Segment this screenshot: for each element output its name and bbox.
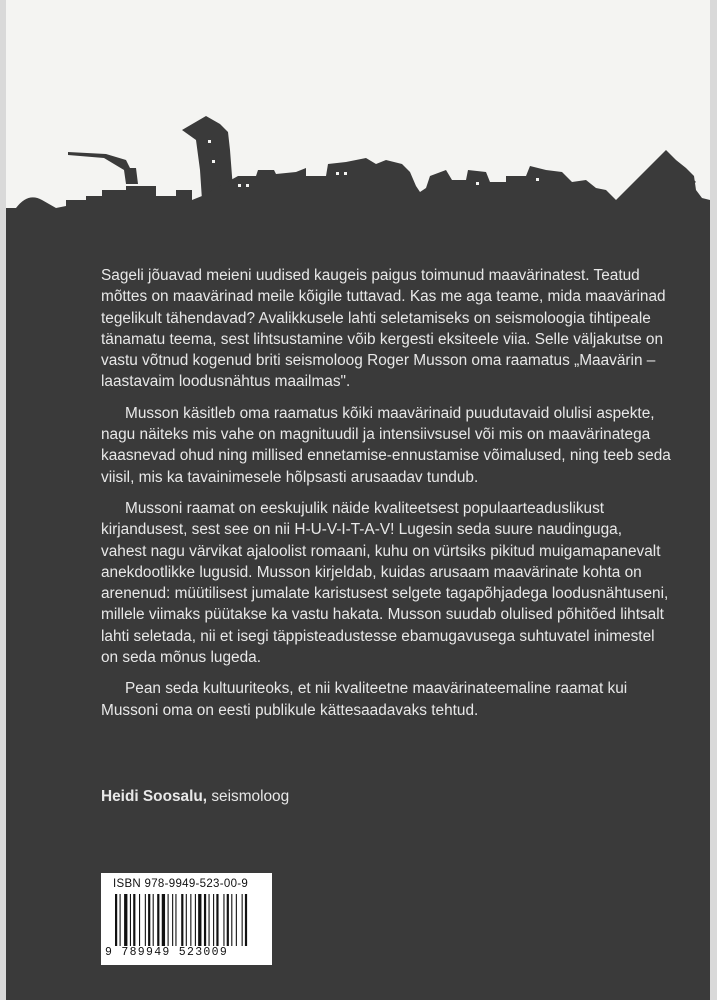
- blurb-paragraph-1: Sageli jõuavad meieni uudised kaugeis paigus toimunud maavärinatest. Teatud mõttes on maavärinad meile kõigile tuttavad. Kas me aga teame, mida maavärinad tegelikult tähendavad? Avalikkusele lahti seletamiseks on seismoloogia tihtipeale tänamatu teema, sest lihtsustamine võib kergesti eksiteele viia. Selle väljakutse on vastu võtnud kogenud briti seismoloog Roger Musson oma raamatus „Maavärin – laastavaim loodusnähtus maailmas".: [101, 267, 666, 391]
- blurb-paragraph-4: Pean seda kultuuriteoks, et nii kvaliteetne maavärinateemaline raamat kui Mussoni oma on eesti publikule kättesaadavaks tehtud.: [101, 680, 628, 719]
- blurb-paragraph-2: Musson käsitleb oma raamatus kõiki maavärinaid puudutavaid olulisi aspekte, nagu näiteks mis vahe on magnituudil ja intensiivsusel või mis on maavärinatega kaasnevad ohud ning millised ennetamise-ennustamise võimalused, ning teeb seda viisil, mis ka tavainimesele hõlpsasti arusaadav tundub.: [101, 404, 671, 486]
- isbn-label: ISBN 978-9949-523-00-9: [113, 878, 249, 890]
- signature-role: seismoloog: [207, 788, 290, 805]
- barcode-bars: [115, 894, 261, 946]
- barcode-digits: 9 789949 523009: [105, 946, 229, 959]
- isbn-barcode: [101, 873, 272, 965]
- blurb-paragraph-3: Mussoni raamat on eeskujulik näide kvaliteetsest populaarteaduslikust kirjandusest, sest see on nii H-U-V-I-T-A-V! Lugesin seda suure naudinguga, vahest nagu värvikat ajaloolist romaani, kuhu on vürtsiks pikitud muigamapanevalt anekdootlikke lugusid. Musson kirjeldab, kuidas arusaam maavärinate kohta on arenenud: müütilisest jumalate karistusest selgete tagapõhjadega loodusnähtuseni, millele viimaks püütakse ka vastu hakata. Musson suudab olulised põhitõed lihtsalt lahti seletada, nii et isegi täppisteadustesse ebamugavusega suhtuvatel inimestel on seda mõnus lugeda.: [101, 499, 669, 667]
- blurb-text: [101, 265, 671, 731]
- signature-name: Heidi Soosalu,: [101, 788, 208, 805]
- city-skyline-illustration: [6, 0, 710, 240]
- signature: [101, 788, 289, 806]
- book-back-cover: [6, 0, 710, 1000]
